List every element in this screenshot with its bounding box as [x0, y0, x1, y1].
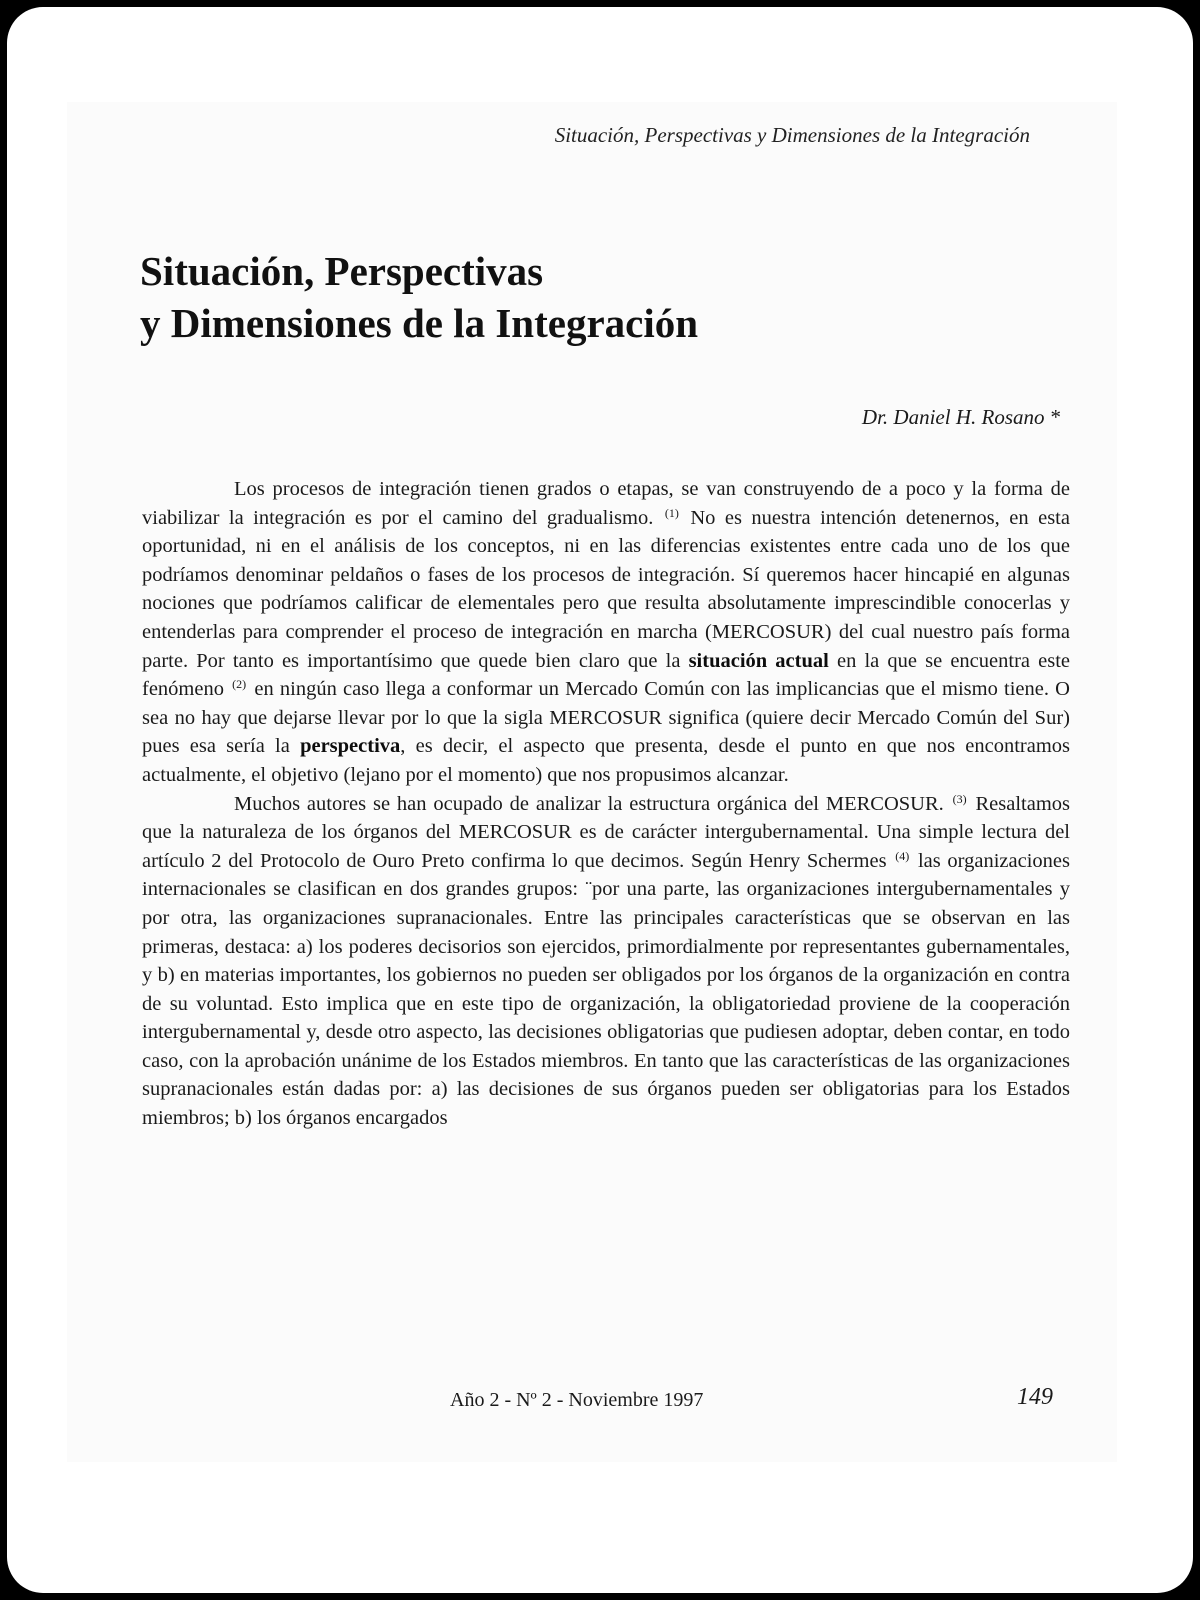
page-number: 149: [1017, 1384, 1053, 1410]
article-title-line-1: Situación, Perspectivas: [140, 248, 544, 294]
footnote-reference: (1): [664, 505, 679, 520]
footnote-reference: (3): [952, 791, 967, 806]
emphasized-term: situación actual: [688, 649, 829, 672]
article-body: [142, 475, 1070, 1133]
article-title: [140, 245, 698, 349]
emphasized-term: perspectiva: [300, 735, 401, 758]
running-header: Situación, Perspectivas y Dimensiones de la Integración: [554, 123, 1030, 147]
author-footnote-mark: *: [1050, 405, 1061, 429]
author-name: Dr. Daniel H. Rosano: [861, 405, 1045, 429]
paragraph: Los procesos de integración tienen grados o etapas, se van construyendo de a poco y la forma de viabilizar la integración es por el camino del gradualismo. $^{(1)}$ No es nuestra intención detenernos, en esta oportunidad, ni en el análisis de los conceptos, ni en las diferencias existentes entre cada uno de los que podríamos denominar peldaños o fases de los procesos de integración. Sí queremos hacer hincapié en algunas nociones que podríamos calificar de elementales pero que resulta absolutamente imprescindible conocerlas y entenderlas para comprender el proceso de integración en marcha (MERCOSUR) del cual nuestro país forma parte. Por tanto es importantísimo que quede bien claro que la situación actual en la que se encuentra este fenómeno $^{(2)}$ en ningún caso llega a conformar un Mercado Común con las implicancias que el mismo tiene. O sea no hay que dejarse llevar por lo que la sigla MERCOSUR significa (quiere decir Mercado Común del Sur) pues esa sería la perspectiva, es decir, el aspecto que presenta, desde el punto en que nos encontramos actualmente, el objetivo (lejano por el momento) que nos propusimos alcanzar.: [142, 478, 1070, 786]
paragraph: Muchos autores se han ocupado de analizar la estructura orgánica del MERCOSUR. $^{(3)}$ Resaltamos que la naturaleza de los órganos del MERCOSUR es de carácter intergubernamental. Una simple lectura del artículo 2 del Protocolo de Ouro Preto confirma lo que decimos. Según Henry Schermes $^{(4)}$ las organizaciones internacionales se clasifican en dos grandes grupos: ¨por una parte, las organizaciones intergubernamentales y por otra, las organizaciones supranacionales. Entre las principales características que se observan en las primeras, destaca: a) los poderes decisorios son ejercidos, primordialmente por representantes gubernamentales, y b) en materias importantes, los gobiernos no pueden ser obligados por los órganos de la organización en contra de su voluntad. Esto implica que en este tipo de organización, la obligatoriedad proviene de la cooperación intergubernamental y, desde otro aspecto, las decisiones obligatorias que pudiesen adoptar, deben contar, en todo caso, con la aprobación unánime de los Estados miembros. En tanto que las características de las organizaciones supranacionales están dadas por: a) las decisiones de sus órganos pueden ser obligatorias para los Estados miembros; b) los órganos encargados: [142, 791, 1070, 1130]
issue-info: Año 2 - Nº 2 - Noviembre 1997: [450, 1389, 704, 1411]
page-frame: [7, 7, 1193, 1593]
article-title-line-2: y Dimensiones de la Integración: [140, 300, 699, 346]
footnote-reference: (4): [895, 848, 910, 863]
footnote-reference: (2): [232, 677, 247, 692]
author-byline: [862, 405, 1061, 430]
